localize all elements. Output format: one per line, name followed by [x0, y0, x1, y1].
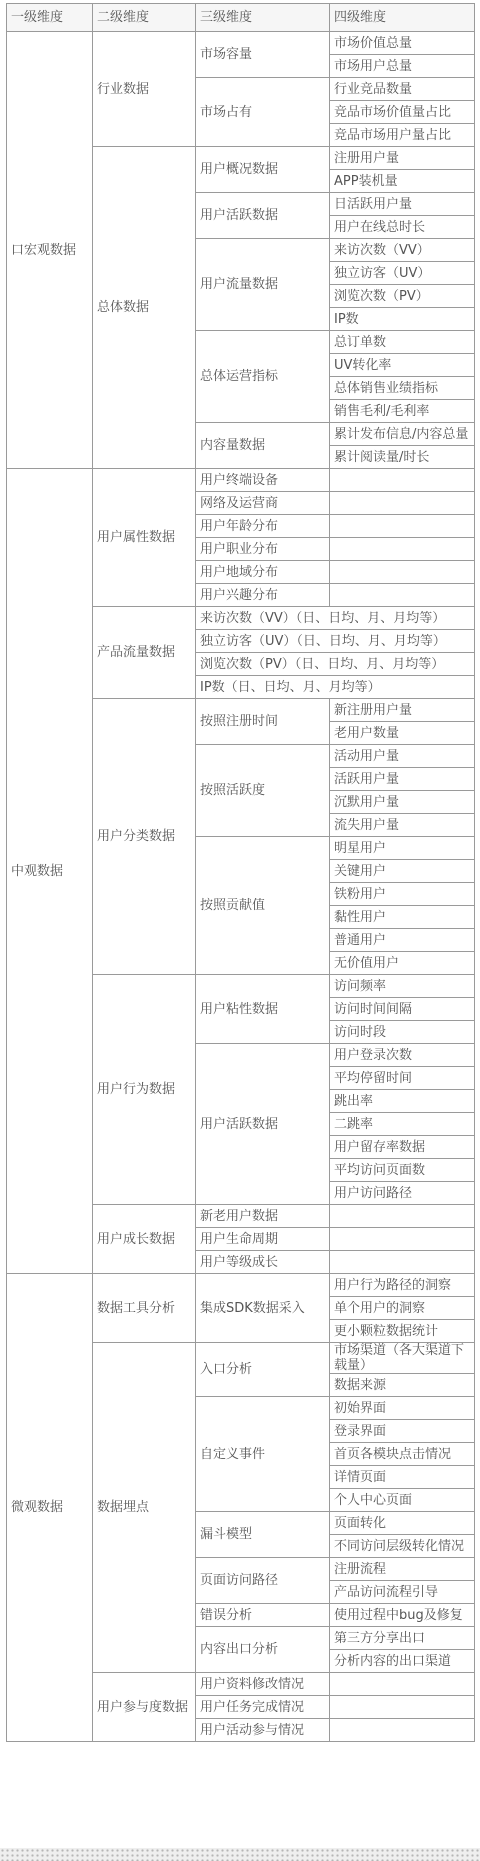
level-4-cell: 个人中心页面: [330, 1489, 475, 1512]
table-row: [7, 32, 475, 55]
level-4-cell: 累计发布信息/内容总量: [330, 423, 475, 446]
level-4-cell: 更小颗粒数据统计: [330, 1320, 475, 1343]
level-4-cell: [330, 1696, 475, 1719]
level-4-cell: 市场价值总量: [330, 32, 475, 55]
level-4-cell: [330, 1719, 475, 1742]
level-1-cell: 中观数据: [7, 469, 93, 1274]
level-3-cell: 网络及运营商: [196, 492, 330, 515]
level-2-cell: 用户属性数据: [93, 469, 196, 607]
level-3-cell: 浏览次数（PV）（日、日均、月、月均等）: [196, 653, 475, 676]
level-3-cell: 漏斗模型: [196, 1512, 330, 1558]
level-4-cell: 黏性用户: [330, 906, 475, 929]
level-4-cell: 用户行为路径的洞察: [330, 1274, 475, 1297]
level-2-cell: 产品流量数据: [93, 607, 196, 699]
level-4-cell: 访问时间间隔: [330, 998, 475, 1021]
level-3-cell: 内容出口分析: [196, 1627, 330, 1673]
level-3-cell: 用户生命周期: [196, 1228, 330, 1251]
level-3-cell: 用户任务完成情况: [196, 1696, 330, 1719]
level-4-cell: 市场渠道（各大渠道下载量）: [330, 1343, 475, 1374]
level-4-cell: [330, 1228, 475, 1251]
level-4-cell: [330, 561, 475, 584]
table-row: [7, 469, 475, 492]
level-4-cell: 销售毛利/毛利率: [330, 400, 475, 423]
dim-3-header: 三级维度: [196, 4, 330, 32]
level-3-cell: 按照注册时间: [196, 699, 330, 745]
level-1-cell: 微观数据: [7, 1274, 93, 1742]
level-4-cell: UV转化率: [330, 354, 475, 377]
level-4-cell: 跳出率: [330, 1090, 475, 1113]
level-4-cell: 无价值用户: [330, 952, 475, 975]
level-3-cell: 用户活跃数据: [196, 193, 330, 239]
level-4-cell: 单个用户的洞察: [330, 1297, 475, 1320]
level-4-cell: 浏览次数（PV）: [330, 285, 475, 308]
level-3-cell: 用户粘性数据: [196, 975, 330, 1044]
level-3-cell: 错误分析: [196, 1604, 330, 1627]
level-4-cell: [330, 1205, 475, 1228]
level-4-cell: 累计阅读量/时长: [330, 446, 475, 469]
level-4-cell: 二跳率: [330, 1113, 475, 1136]
level-4-cell: [330, 1251, 475, 1274]
level-3-cell: 用户流量数据: [196, 239, 330, 331]
level-4-cell: 关键用户: [330, 860, 475, 883]
level-3-cell: 集成SDK数据采入: [196, 1274, 330, 1343]
level-4-cell: 用户登录次数: [330, 1044, 475, 1067]
level-1-cell: 口宏观数据: [7, 32, 93, 469]
level-3-cell: 自定义事件: [196, 1397, 330, 1512]
level-4-cell: 铁粉用户: [330, 883, 475, 906]
level-3-cell: 市场容量: [196, 32, 330, 78]
level-4-cell: 用户访问路径: [330, 1182, 475, 1205]
level-4-cell: 平均访问页面数: [330, 1159, 475, 1182]
level-3-cell: 按照贡献值: [196, 837, 330, 975]
level-3-cell: 按照活跃度: [196, 745, 330, 837]
level-4-cell: 普通用户: [330, 929, 475, 952]
level-3-cell: 用户职业分布: [196, 538, 330, 561]
level-4-cell: 新注册用户量: [330, 699, 475, 722]
level-3-cell: 用户地域分布: [196, 561, 330, 584]
level-4-cell: 日活跃用户量: [330, 193, 475, 216]
table-row: [7, 1274, 475, 1297]
level-2-cell: 用户成长数据: [93, 1205, 196, 1274]
level-3-cell: 独立访客（UV）（日、日均、月、月均等）: [196, 630, 475, 653]
level-4-cell: 老用户数量: [330, 722, 475, 745]
level-4-cell: 访问时段: [330, 1021, 475, 1044]
level-2-cell: 行业数据: [93, 32, 196, 147]
level-4-cell: 沉默用户量: [330, 791, 475, 814]
level-4-cell: IP数: [330, 308, 475, 331]
level-4-cell: 注册用户量: [330, 147, 475, 170]
dim-1-header: 一级维度: [7, 4, 93, 32]
level-3-cell: 用户年龄分布: [196, 515, 330, 538]
level-3-cell: 新老用户数据: [196, 1205, 330, 1228]
level-3-cell: 用户终端设备: [196, 469, 330, 492]
level-4-cell: 竞品市场用户量占比: [330, 124, 475, 147]
level-4-cell: 来访次数（VV）: [330, 239, 475, 262]
level-4-cell: 总体销售业绩指标: [330, 377, 475, 400]
level-3-cell: 页面访问路径: [196, 1558, 330, 1604]
level-3-cell: 来访次数（VV）（日、日均、月、月均等）: [196, 607, 475, 630]
level-4-cell: [330, 1673, 475, 1696]
level-4-cell: 总订单数: [330, 331, 475, 354]
level-4-cell: 活动用户量: [330, 745, 475, 768]
dim-2-header: 二级维度: [93, 4, 196, 32]
level-3-cell: 总体运营指标: [196, 331, 330, 423]
level-4-cell: 用户在线总时长: [330, 216, 475, 239]
level-4-cell: 活跃用户量: [330, 768, 475, 791]
level-3-cell: 用户活跃数据: [196, 1044, 330, 1205]
level-4-cell: 详情页面: [330, 1466, 475, 1489]
level-3-cell: 用户活动参与情况: [196, 1719, 330, 1742]
level-4-cell: 使用过程中bug及修复: [330, 1604, 475, 1627]
level-4-cell: 首页各模块点击情况: [330, 1443, 475, 1466]
level-4-cell: 产品访问流程引导: [330, 1581, 475, 1604]
level-4-cell: [330, 515, 475, 538]
level-2-cell: 用户参与度数据: [93, 1673, 196, 1742]
level-4-cell: 登录界面: [330, 1420, 475, 1443]
level-4-cell: 行业竞品数量: [330, 78, 475, 101]
level-2-cell: 总体数据: [93, 147, 196, 469]
level-4-cell: [330, 469, 475, 492]
level-3-cell: 用户概况数据: [196, 147, 330, 193]
level-3-cell: 市场占有: [196, 78, 330, 147]
level-4-cell: 独立访客（UV）: [330, 262, 475, 285]
level-3-cell: 内容量数据: [196, 423, 330, 469]
level-3-cell: 用户兴趣分布: [196, 584, 330, 607]
level-4-cell: 流失用户量: [330, 814, 475, 837]
level-2-cell: 数据埋点: [93, 1343, 196, 1673]
level-4-cell: [330, 538, 475, 561]
header-row: [7, 4, 475, 32]
level-4-cell: 不同访问层级转化情况: [330, 1535, 475, 1558]
dim-4-header: 四级维度: [330, 4, 475, 32]
level-4-cell: 注册流程: [330, 1558, 475, 1581]
level-4-cell: 平均停留时间: [330, 1067, 475, 1090]
level-4-cell: 访问频率: [330, 975, 475, 998]
level-2-cell: 用户行为数据: [93, 975, 196, 1205]
level-3-cell: 用户等级成长: [196, 1251, 330, 1274]
level-4-cell: 用户留存率数据: [330, 1136, 475, 1159]
level-4-cell: 明星用户: [330, 837, 475, 860]
level-4-cell: 页面转化: [330, 1512, 475, 1535]
level-4-cell: 数据来源: [330, 1374, 475, 1397]
level-3-cell: IP数（日、日均、月、月均等）: [196, 676, 475, 699]
level-4-cell: 第三方分享出口: [330, 1627, 475, 1650]
level-4-cell: 初始界面: [330, 1397, 475, 1420]
level-4-cell: 市场用户总量: [330, 55, 475, 78]
level-4-cell: 分析内容的出口渠道: [330, 1650, 475, 1673]
level-4-cell: [330, 492, 475, 515]
bottom-pattern-strip: [0, 1848, 480, 1861]
level-4-cell: [330, 584, 475, 607]
level-3-cell: 用户资料修改情况: [196, 1673, 330, 1696]
level-4-cell: 竞品市场价值量占比: [330, 101, 475, 124]
dimension-table: [6, 3, 475, 1742]
level-2-cell: 数据工具分析: [93, 1274, 196, 1343]
level-2-cell: 用户分类数据: [93, 699, 196, 975]
level-4-cell: APP装机量: [330, 170, 475, 193]
level-3-cell: 入口分析: [196, 1343, 330, 1397]
